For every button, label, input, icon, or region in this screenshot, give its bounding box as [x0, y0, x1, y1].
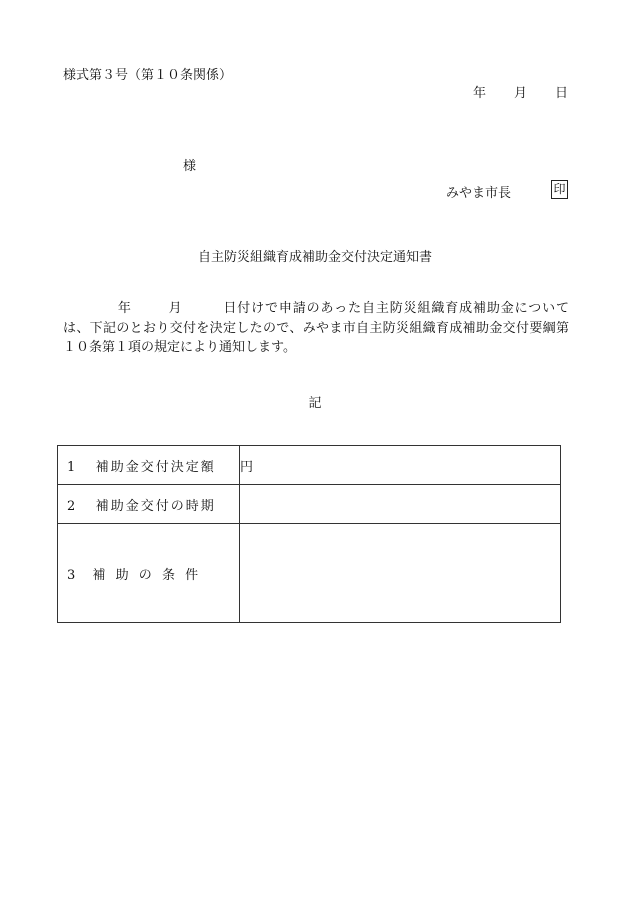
yen-unit: 円	[240, 459, 254, 475]
date-day-label: 日	[555, 86, 569, 101]
details-table	[57, 445, 561, 623]
ki-heading: 記	[308, 396, 322, 411]
row-label	[58, 524, 240, 623]
seal-mark: 印	[551, 180, 568, 199]
row-number: 3	[67, 567, 79, 583]
document-title: 自主防災組織育成補助金交付決定通知書	[197, 250, 432, 265]
form-number: 様式第３号（第１０条関係）	[63, 68, 233, 83]
body-text: 日付けで申請のあった自主防災組織育成補助金については、下記のとおり交付を決定したので、みやま市自主防災組織育成補助金交付要綱第１０条第１項の規定により通知します。	[63, 301, 569, 355]
table-row	[58, 524, 561, 623]
issuer-name: みやま市長	[446, 186, 512, 201]
amount-cell	[240, 446, 561, 485]
row-label-text: 補助金交付の時期	[95, 498, 216, 514]
timing-cell	[240, 485, 561, 524]
row-label	[58, 446, 240, 485]
row-label-text: 補 助 の 条 件	[92, 567, 202, 583]
conditions-cell	[240, 524, 561, 623]
date-year-label: 年	[473, 86, 487, 101]
body-year-label: 年	[117, 301, 132, 316]
table-row	[58, 485, 561, 524]
date-line	[473, 82, 568, 101]
row-label-text: 補助金交付決定額	[95, 459, 216, 475]
table-row	[58, 446, 561, 485]
row-number: 2	[67, 498, 78, 514]
body-month-label: 月	[167, 301, 183, 316]
row-number: 1	[67, 459, 78, 475]
addressee-suffix: 様	[183, 159, 197, 174]
date-month-label: 月	[514, 86, 528, 101]
body-paragraph	[63, 299, 569, 358]
row-label	[58, 485, 240, 524]
